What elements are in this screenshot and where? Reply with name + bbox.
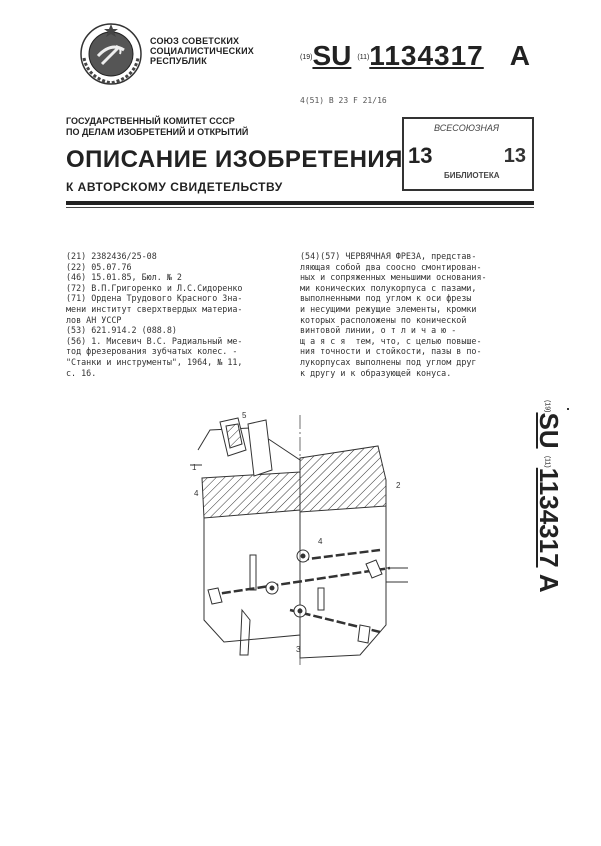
side-inid-19: (19): [543, 400, 551, 413]
label-1: 1: [192, 463, 197, 472]
org-line: РЕСПУБЛИК: [150, 56, 207, 66]
side-country-code: SU: [534, 412, 564, 449]
document-subtitle: К АВТОРСКОМУ СВИДЕТЕЛЬСТВУ: [66, 180, 283, 194]
side-inid-11: (11): [543, 455, 551, 468]
title-rule-thin: [66, 207, 534, 208]
publication-number: [300, 40, 530, 72]
side-kind-code: A: [534, 573, 564, 593]
abstract-line: выполненными под углом к оси фрезы: [300, 293, 472, 304]
stamp-right: 13: [503, 145, 526, 167]
biblio-line: (46) 15.01.85, Бюл. № 2: [66, 272, 182, 283]
biblio-line: (21) 2382436/25-08: [66, 251, 157, 261]
biblio-line: "Станки и инструменты", 1964, № 11,: [66, 356, 243, 367]
speck: [567, 408, 569, 410]
title-rule: [66, 201, 534, 205]
abstract-line: ных и сопряженных меньшими основания-: [300, 272, 487, 283]
stamp-bottom: БИБЛИОТЕКА: [444, 171, 500, 180]
bibliographic-data: [66, 251, 296, 378]
library-stamp: [402, 117, 534, 191]
biblio-line: (72) В.П.Григоренко и Л.С.Сидоренко: [66, 282, 243, 293]
biblio-line: (53) 621.914.2 (088.8): [66, 325, 177, 336]
ipc-class: 4(51) В 23 F 21/16: [300, 96, 387, 105]
label-4b: 4: [318, 537, 323, 546]
label-2: 2: [396, 481, 401, 490]
label-3: 3: [296, 645, 301, 654]
abstract-line: лукорпусах выполнены под углом друг: [300, 356, 477, 367]
inid-19: (19): [300, 54, 313, 62]
inid-11: (11): [357, 54, 370, 62]
abstract-line: ми конических полукорпуса с пазами,: [300, 282, 477, 293]
abstract-claims: [300, 251, 540, 378]
abstract-line: винтовой линии, о т л и ч а ю -: [300, 325, 457, 336]
patent-number: 1134317: [369, 40, 484, 71]
document-title: ОПИСАНИЕ ИЗОБРЕТЕНИЯ: [66, 146, 403, 173]
abstract-line: ния точности и стойкости, пазы в по-: [300, 346, 482, 357]
label-4: 4: [194, 489, 199, 498]
abstract-line: которых расположены по конической: [300, 314, 467, 325]
abstract-line: к другу и к образующей конуса.: [300, 367, 452, 378]
abstract-line: и несущими режущие элементы, кромки: [300, 303, 477, 314]
biblio-line: тод фрезерования зубчатых колес. -: [66, 346, 238, 357]
hob-cutter-drawing: [190, 410, 420, 670]
abstract-line: ляющая собой два соосно смонтирован-: [300, 261, 482, 272]
biblio-line: (22) 05.07.76: [66, 261, 132, 272]
label-5: 5: [242, 411, 247, 420]
biblio-line: с. 16.: [66, 367, 97, 378]
abstract-line: (54)(57) ЧЕРВЯЧНАЯ ФРЕЗА, представ-: [300, 251, 477, 261]
kind-code: A: [509, 40, 530, 71]
ussr-emblem-icon: [78, 20, 144, 86]
stamp-left: 13: [408, 143, 433, 168]
biblio-line: мени институт сверхтвердых материа-: [66, 303, 243, 314]
side-patent-number: 1134317: [534, 467, 564, 568]
biblio-line: лов АН УССР: [66, 314, 122, 325]
country-code: SU: [312, 40, 352, 71]
stamp-top: ВСЕСОЮЗНАЯ: [434, 123, 500, 133]
side-publication-number: [512, 400, 564, 650]
country-name: [150, 36, 254, 66]
biblio-line: (71) Ордена Трудового Красного Зна-: [66, 293, 243, 304]
biblio-line: (56) 1. Мисевич В.С. Радиальный ме-: [66, 335, 243, 346]
committee-name: [66, 116, 248, 138]
org-line: СОЦИАЛИСТИЧЕСКИХ: [150, 46, 254, 56]
org-line: СОЮЗ СОВЕТСКИХ: [150, 36, 240, 46]
abstract-line: щ а я с я тем, что, с целью повыше-: [300, 335, 482, 346]
committee-line: ГОСУДАРСТВЕННЫЙ КОМИТЕТ СССР: [66, 116, 235, 126]
committee-line: ПО ДЕЛАМ ИЗОБРЕТЕНИЙ И ОТКРЫТИЙ: [66, 127, 249, 137]
